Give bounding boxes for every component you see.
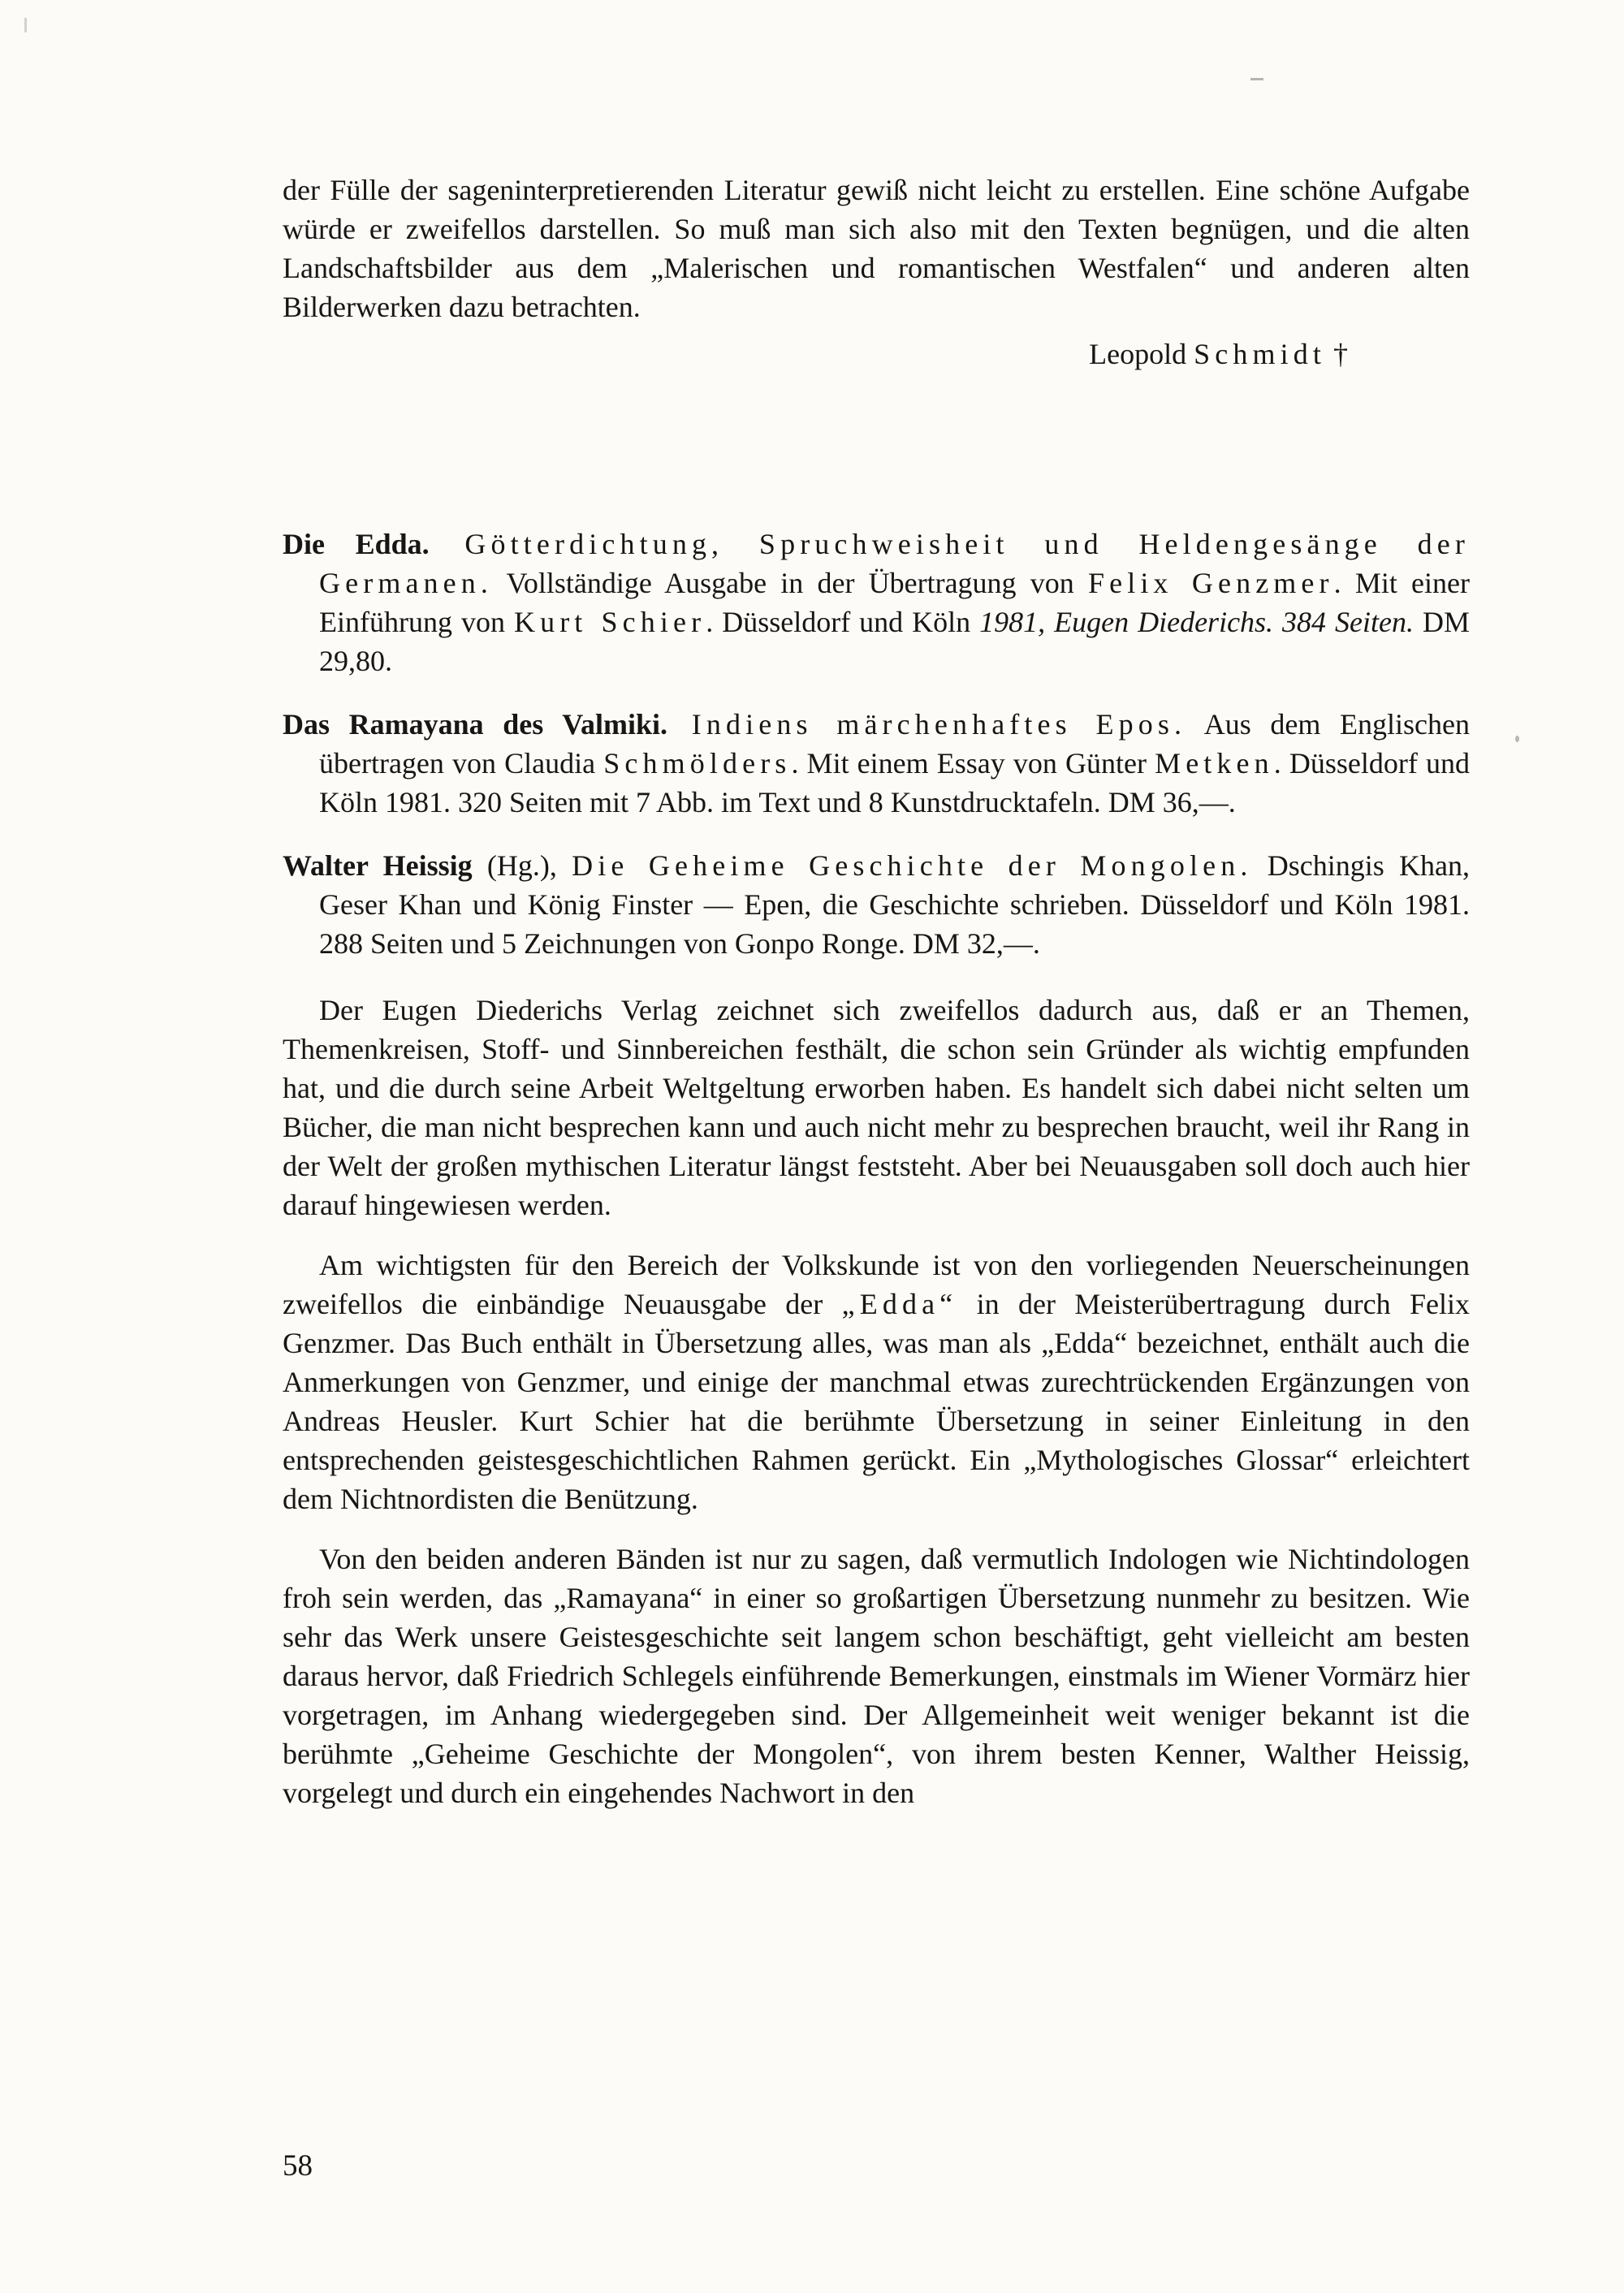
entry-text: . Düsseldorf und Köln 1981. 320 Seiten mit 7 Abb. im Text und 8 Kunstdrucktafeln. DM 36,—. xyxy=(319,747,1477,818)
paragraph-text: Der Eugen Diederichs Verlag zeichnet sich zweifellos dadurch aus, daß er an Themen, Themenkreisen, Stoff- und Sinnbereichen festhält, die schon sein Gründer als wichtig empfunden hat, und die durch seine Arbeit Weltgeltung erworben haben. Es handelt sich dabei nicht selten um Bücher, die man nicht besprechen kann und auch nicht mehr zu besprechen braucht, weil ihr Rang in der Welt der großen mythischen Literatur längst feststeht. Aber bei Neuausgaben soll doch auch hier darauf hingewiesen werden. xyxy=(283,994,1477,1221)
bibliography-entry-ramayana xyxy=(283,705,1477,822)
bibliography-entry-edda xyxy=(283,525,1483,680)
bibliography-section xyxy=(283,525,1483,963)
book-subtitle: Indiens märchenhaftes Epos. xyxy=(667,708,1187,741)
review-body xyxy=(283,991,1477,1812)
bibliography-entry-mongolen xyxy=(283,846,1477,963)
entry-text: . Mit einer Einführung von xyxy=(319,567,1477,638)
page-number: 58 xyxy=(283,2149,313,2183)
entry-text: Dschingis Khan, Geser Khan und König Finster — Epen, die Geschichte schrieben. Düsseldorf und Köln 1981. 288 Seiten und 5 Zeichnungen von Gonpo Ronge. DM 32,—. xyxy=(319,849,1477,960)
entry-text: Aus dem Englischen übertragen von Claudia xyxy=(319,708,1477,779)
intro-paragraph: der Fülle der sageninterpretierenden Literatur gewiß nicht leicht zu erstellen. Eine schöne Aufgabe würde er zweifellos darstellen. So muß man sich also mit den Texten begnügen, und die alten Landschaftsbilder aus dem „Malerischen und romantischen Westfalen“ und anderen alten Bilderwerken dazu betrachten. xyxy=(283,174,1470,323)
book-subtitle: Götterdichtung, Spruchweisheit und Heldengesänge der Germanen. xyxy=(319,528,1483,599)
person-name-metken: Metken xyxy=(1155,747,1274,779)
entry-text: (Hg.), xyxy=(472,849,572,882)
book-title: Die Edda. xyxy=(283,528,430,560)
price-info: DM 29,80. xyxy=(319,606,1477,677)
entry-text: Vollständige Ausgabe in der Übertragung von xyxy=(493,567,1088,599)
paragraph-text: in der Meisterübertragung durch Felix Genzmer. Das Buch enthält in Übersetzung alles, was man als „Edda“ bezeichnet, enthält auch die Anmerkungen von Genzmer, und einige der manchmal etwas zurechtrückenden Ergänzungen von Andreas Heusler. Kurt Schier hat die berühmte Übersetzung in seiner Einleitung in den entsprechenden geistesgeschichtlichen Rahmen gerückt. Ein „Mythologisches Glossar“ erleichtert dem Nichtnordisten die Benützung. xyxy=(283,1288,1477,1515)
person-name-genzmer: Felix Genzmer xyxy=(1087,567,1334,599)
book-title: Das Ramayana des Valmiki. xyxy=(283,708,667,741)
editor-name-heissig: Walter Heissig xyxy=(283,849,473,882)
scan-artifact-left xyxy=(24,18,27,32)
signature-line xyxy=(283,335,1470,374)
body-paragraph-3 xyxy=(283,1539,1477,1812)
dagger-symbol: † xyxy=(1326,338,1348,370)
paragraph-text: Am wichtigsten für den Bereich der Volkskunde ist von den vorliegenden Neuerscheinungen zweifellos die einbändige Neuausgabe der xyxy=(283,1249,1477,1320)
scan-artifact-right-dot xyxy=(1515,736,1519,742)
signature-surname: Schmidt xyxy=(1194,338,1326,370)
paragraph-text: Von den beiden anderen Bänden ist nur zu sagen, daß vermutlich Indologen wie Nichtindologen froh sein werden, das „Ramayana“ in einer so großartigen Übersetzung nunmehr zu besitzen. Wie sehr das Werk unsere Geistesgeschichte seit langem schon beschäftigt, geht vielleicht am besten daraus hervor, daß Friedrich Schlegels einführende Bemerkungen, einstmals im Wiener Vormärz hier vorgetragen, im Anhang wiedergegeben sind. Der Allgemeinheit weit weniger bekannt ist die berühmte „Geheime Geschichte der Mongolen“, von ihrem besten Kenner, Walther Heissig, vorgelegt und durch ein eingehendes Nachwort in den xyxy=(283,1543,1477,1809)
book-title-spaced: Die Geheime Geschichte der Mongolen. xyxy=(572,849,1253,882)
person-name-schier: Kurt Schier xyxy=(513,606,706,638)
body-paragraph-2 xyxy=(283,1246,1477,1518)
entry-text: . Mit einem Essay von Günter xyxy=(791,747,1155,779)
scan-artifact-top-dash xyxy=(1250,78,1263,80)
title-edda-spaced: „Edda“ xyxy=(841,1288,958,1320)
body-paragraph-1 xyxy=(283,991,1477,1224)
person-name-schmoelders: Schmölders xyxy=(603,747,792,779)
publisher-info: 1981, Eugen Diederichs. 384 Seiten. xyxy=(979,606,1414,638)
signature-firstname: Leopold xyxy=(1089,338,1194,370)
entry-text: . Düsseldorf und Köln xyxy=(706,606,980,638)
text-column xyxy=(283,171,1483,1812)
